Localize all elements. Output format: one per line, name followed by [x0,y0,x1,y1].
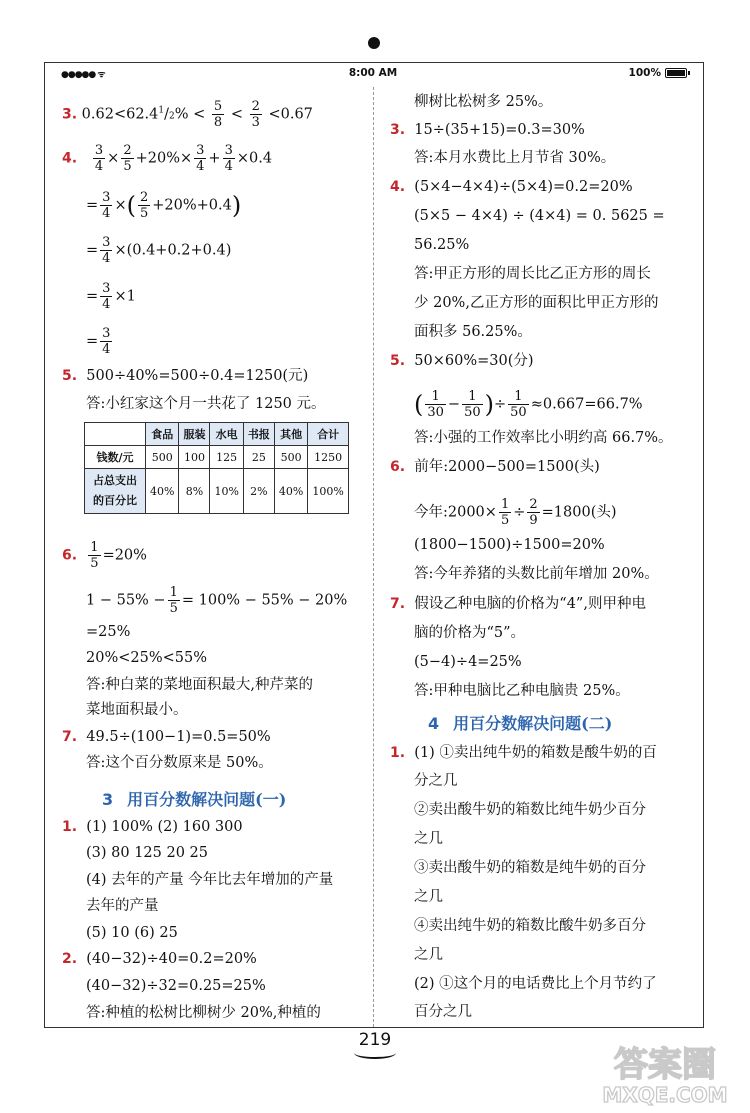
page-number: 219 [352,1030,398,1056]
right-answer-7-line3: (5−4)÷4=25% [414,654,522,670]
answer-6-line3: =25% [86,624,131,640]
answer-6-line1: 6. $\frac{1}{5}$ =20% [62,540,147,571]
answer-7-line1: 7. 49.5÷(100−1)=0.5=50% [62,729,271,745]
battery-status [629,67,687,79]
s4-answer-1-line1: 1. (1) ①卖出纯牛奶的箱数是酸牛奶的百 [390,745,657,761]
right-answer-4-line2: (5×5 − 4×4) ÷ (4×4) = 0. 5625 = [414,208,665,224]
battery-percent: 100% [628,67,661,79]
s3-answer-2-line2: (40−32)÷32=0.25=25% [86,978,266,994]
right-answer-7-line4: 答:甲种电脑比乙种电脑贵 25%。 [414,683,630,699]
s3-answer-1-line5: (5) 10 (6) 25 [86,925,178,941]
right-answer-6-line3: (1800−1500)÷1500=20% [414,537,605,553]
battery-icon [665,68,687,78]
status-time: 8:00 AM [348,67,398,79]
right-answer-5-line2: ( $\frac{1}{30}$ − $\frac{1}{50}$ )÷ $\frac{1}{50}$ ≈0.667=66.7% [414,389,643,420]
answer-7-line2: 答:这个百分数原来是 50%。 [86,755,273,771]
right-continuation-line: 柳树比松树多 25%。 [414,94,553,110]
answer-3: 3. $0.62<62.4^1/2\%$ < $\frac{5}{8}$ < $\frac{2}{3}$ <0.67 [62,99,313,130]
answer-6-line5: 答:种白菜的菜地面积最大,种芹菜的 [86,677,313,693]
right-answer-3-line2: 答:本月水费比上月节省 30%。 [414,150,616,166]
column-divider [373,87,374,1027]
s4-answer-1-line3: ②卖出酸牛奶的箱数比纯牛奶少百分 [414,802,646,818]
s4-answer-1-line7: ④卖出纯牛奶的箱数比酸牛奶多百分 [414,918,646,934]
s4-answer-1-line8: 之几 [414,947,443,963]
status-bar [45,63,701,83]
answer-6-line2: 1 − 55% − $\frac{1}{5}$ = 100% − 55% − 20% [86,585,348,616]
s4-answer-1-line10: 百分之几 [414,1004,472,1020]
right-answer-7-line2: 脑的价格为“5”。 [414,625,526,641]
s4-answer-1-line9: (2) ①这个月的电话费比上个月节约了 [414,976,657,992]
right-answer-6-line1: 6. 前年:2000−500=1500(头) [390,459,600,475]
right-answer-4-line1: 4. (5×4−4×4)÷(5×4)=0.2=20% [390,179,633,195]
s3-answer-2-line3: 答:种植的松树比柳树少 20%,种植的 [86,1005,321,1021]
right-answer-4-line3: 56.25% [414,237,470,253]
answer-4-line2: = $\frac{3}{4}$ ×( $\frac{2}{5}$ +20%+0.4) [86,190,242,221]
right-answer-6-line4: 答:今年养猪的头数比前年增加 20%。 [414,566,659,582]
signal-wifi-icon: ●●●●● ᯤ [61,70,105,80]
answer-6-line6: 菜地面积最小。 [86,702,188,718]
s4-answer-1-line2: 分之几 [414,773,458,789]
fraction: $\frac{2}{3}$ [251,99,260,130]
answer-5-line1: 5. 500÷40%=500÷0.4=1250(元) [62,368,309,384]
s3-answer-1-line2: (3) 80 125 20 25 [86,845,209,861]
s3-answer-2-line1: 2. (40−32)÷40=0.2=20% [62,951,257,967]
answer-5-line2: 答:小红家这个月一共花了 1250 元。 [86,396,326,412]
right-answer-4-line4: 答:甲正方形的周长比乙正方形的周长 [414,266,651,282]
watermark-logo [590,1038,740,1108]
expense-table: 食品 服装 水电 书报 其他 合计 钱数/元 500 100 125 25 500 1250 占总支出 的百分比 40% 8% 10% 2% 40% 100% [84,422,349,514]
s4-answer-1-line5: ③卖出酸牛奶的箱数是纯牛奶的百分 [414,860,646,876]
right-answer-6-line2: 今年:2000× $\frac{1}{5}$ ÷ $\frac{2}{9}$ =1800(头) [414,497,617,528]
watermark-text-cn: 答案圈 [614,1045,716,1085]
answer-4-line5: = $\frac{3}{4}$ [86,326,111,357]
right-answer-5-line3: 答:小强的工作效率比小明约高 66.7%。 [414,430,673,446]
fraction: $\frac{5}{8}$ [213,99,223,130]
answer-4-line4: = $\frac{3}{4}$ ×1 [86,281,136,312]
answer-6-line4: 20%<25%<55% [86,650,207,666]
right-answer-3-line1: 3. 15÷(35+15)=0.3=30% [390,122,585,138]
s3-answer-1-line3: (4) 去年的产量 今年比去年增加的产量 [86,872,334,888]
right-answer-7-line1: 7. 假设乙种电脑的价格为“4”,则甲种电 [390,596,646,612]
s3-answer-1-line4: 去年的产量 [86,898,159,914]
watermark-text-url: MXQE.COM [602,1083,728,1107]
camera-dot [368,37,380,49]
right-answer-5-line1: 5. 50×60%=30(分) [390,353,534,369]
right-answer-4-line5: 少 20%,乙正方形的面积比甲正方形的 [414,295,659,311]
answer-4-line3: = $\frac{3}{4}$ ×(0.4+0.2+0.4) [86,235,232,266]
s4-answer-1-line4: 之几 [414,831,443,847]
answer-4-line1: 4. $\frac{3}{4}$ × $\frac{2}{5}$ +20%× $\frac{3}{4}$ + $\frac{3}{4}$ ×0.4 [62,143,273,174]
section-4-heading: 4 用百分数解决问题(二) [428,714,613,733]
right-answer-4-line6: 面积多 56.25%。 [414,324,532,340]
section-3-heading: 3 用百分数解决问题(一) [102,790,287,809]
s4-answer-1-line6: 之几 [414,889,443,905]
s3-answer-1-line1: 1. (1) 100% (2) 160 300 [62,819,243,835]
